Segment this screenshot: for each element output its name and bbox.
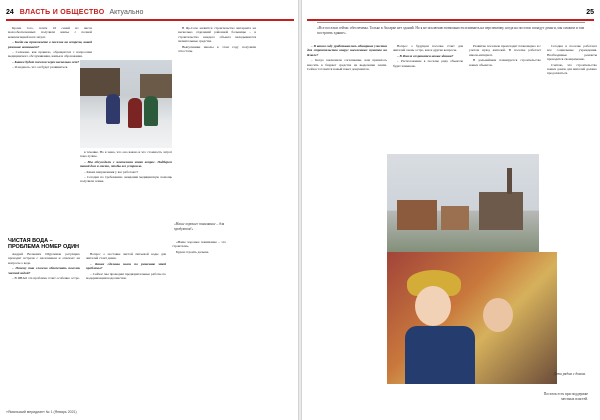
paragraph: В Яр-Сале начнётся строительство интерната на несколько отделений районной больницы – в строительство каждого объекта вкладываются значительные средства. — [178, 26, 256, 44]
question: – Когда вы приезжаете в поселок на встречи, какой резонанс возникает? — [8, 40, 92, 49]
header-rule — [307, 19, 594, 21]
photo-building — [479, 192, 523, 230]
right-page-number: 25 — [586, 9, 594, 16]
article-column-5 — [86, 252, 166, 281]
paragraph: Андрей Волкович Шурлимов регулярно проводит встречи с населением и отвечает на вопросы о воде. — [8, 252, 80, 265]
photo-building — [397, 200, 437, 230]
paragraph: – Расположение в поселке ряда объектов будет изменено. — [393, 59, 463, 68]
paragraph: «Наше хорошее понимание – это строители». — [172, 240, 226, 249]
photo-face — [415, 286, 451, 326]
question: – Каким будет поселок через несколько лет? — [12, 59, 80, 64]
question: – Почему так сложно обеспечить поселок чистой водой? — [8, 266, 80, 275]
village-photo — [387, 154, 539, 256]
article-column-r2 — [393, 44, 463, 69]
article-column-2 — [80, 150, 172, 185]
article-column-4 — [8, 252, 80, 281]
paragraph: – Сегодня по требованию ожидания медицинскую помощь получили семьи. — [80, 175, 172, 184]
header-rule — [6, 19, 294, 21]
paragraph: в течение. Но я знаю, что оно важно и что стоимость затрат пока лучше. — [80, 150, 172, 159]
left-page-header — [6, 7, 294, 18]
question: – Мы обсуждали с жителями этот вопрос. Подберем такой дом и место, чтобы все устроило. — [80, 159, 172, 169]
article-column-r3 — [469, 44, 541, 68]
paragraph: Развитие поселков происходит планомерно и с учетом нужд жителей. В поселке работает школа-интернат. — [469, 44, 541, 57]
article-column-3 — [178, 26, 256, 54]
article-column-r4 — [547, 44, 597, 77]
section-title: ВЛАСТЬ И ОБЩЕСТВО — [19, 9, 105, 16]
photo-house — [80, 68, 120, 96]
paragraph: В дальнейшем планируется строительство новых объектов. — [469, 58, 541, 67]
photo-house — [140, 74, 172, 98]
article-column-6 — [172, 240, 226, 255]
photo-caption: Поселок есть при поддержке местных властей. — [543, 392, 588, 401]
paragraph: – Какие направления у вас работают? — [84, 169, 139, 174]
article-headline: ЧИСТАЯ ВОДА – — [8, 238, 53, 244]
paragraph: Вопрос о поставке чистой питьевой воды для жителей стоит давно. — [86, 252, 166, 261]
paragraph: Считаю, что строительство новых домов для жителей должно продолжаться. — [547, 62, 597, 76]
paragraph: – Когда заключили соглашение, нам пришлось вносить в бюджет средства на выделение земли. Сейчас готовится новый пакет документов. — [307, 58, 387, 72]
right-page-header — [307, 7, 594, 18]
question: – Какие сделаны шаги по решению этой проблемы? — [86, 261, 166, 271]
page-footer: «Ямальский меридиан» № 1 (Январь 2021) — [6, 410, 77, 414]
photo-caption: «Наше хорошее понимание – для продуктов!» — [174, 222, 225, 231]
question: – В каком году урабатывались обширные участки для строительства вокруг населенных пунктов на Ямале? — [307, 44, 387, 57]
page-fold — [298, 0, 302, 420]
photo-face — [483, 298, 513, 332]
paragraph: – Сельчане, как правило, обращаются с вопросами медицинского обслуживания, жилья и образования. — [8, 50, 92, 59]
article-column-r1 — [307, 44, 387, 72]
left-page-number: 24 — [6, 9, 14, 16]
photo-child — [144, 96, 158, 126]
photo-caption: Дети рядом с домом. — [553, 372, 586, 376]
snow-children-photo — [80, 60, 172, 148]
paragraph: – Сейчас мы проводим предварительные работы по модернизации водоочистки. — [86, 271, 166, 281]
section-subtitle: Актуально — [109, 9, 144, 16]
question: – В Ямале сохранятся новые здания? — [397, 53, 454, 58]
photo-child — [128, 98, 142, 128]
children-photo — [387, 252, 557, 384]
paragraph: Вопрос о будущем поселке стоит для жителей очень остро, как и другие вопросы. — [393, 44, 463, 53]
paragraph: – Я надеюсь, что он будет развиваться. — [12, 65, 69, 70]
photo-building — [441, 206, 469, 230]
paragraph: Сегодня в поселке работают все социальные учреждения. Необходимые ремонты проводятся своевременно. — [547, 44, 597, 62]
photo-coat — [405, 326, 475, 384]
photo-chimney — [507, 168, 512, 194]
paragraph: Выпускники школы в этом году получили аттестаты. — [178, 44, 256, 54]
pull-quote: «Все поселки сейчас обеспечены. Только в Аксарке нет зданий. Но я не исключаю возможности изменить на перспективу, когда на поселок попадут деньги, мы сможем и там построить здание». — [317, 22, 585, 35]
right-page — [300, 0, 600, 420]
photo-child — [106, 94, 120, 124]
paragraph: – В ЯНАО эта проблема стоит особенно остро. — [12, 276, 80, 281]
paragraph: Будем строить дальше. — [176, 249, 210, 254]
paragraph: Кроме того, почти 16 семей из числа малообеспеченных получили жилье с полной компенсацией всех затрат. — [8, 26, 92, 39]
article-headline-sub: ПРОБЛЕМА НОМЕР ОДИН — [8, 244, 79, 250]
